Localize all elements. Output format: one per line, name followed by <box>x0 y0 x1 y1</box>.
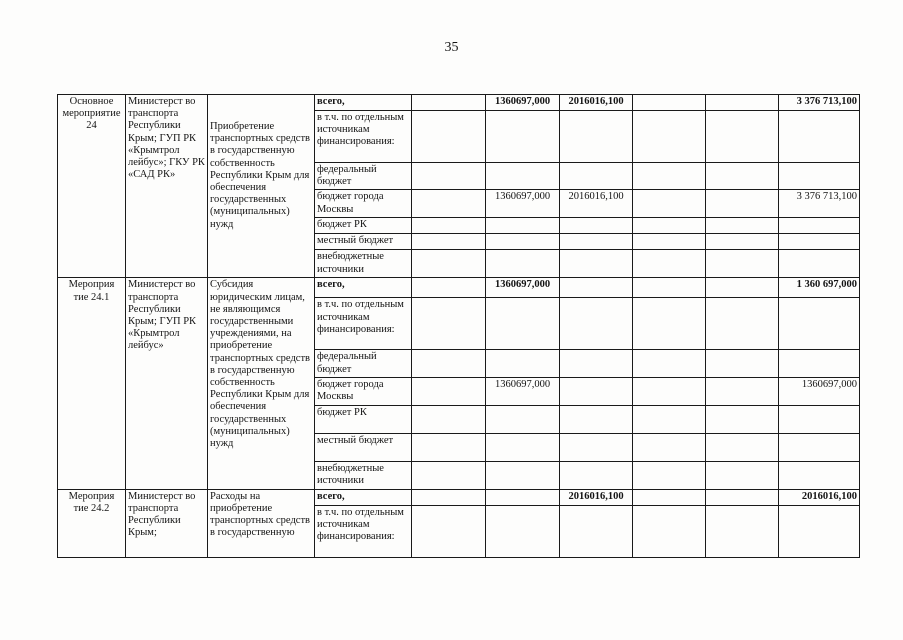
amount-cell <box>486 163 560 190</box>
amount-cell <box>486 298 560 350</box>
funding-source: федеральный бюджет <box>315 350 412 377</box>
funding-source: в т.ч. по отдельным источникам финансирования: <box>315 111 412 163</box>
amount-cell <box>633 190 706 218</box>
amount-cell <box>412 298 486 350</box>
funding-source: бюджет города Москвы <box>315 377 412 405</box>
executor: Министерст во транспорта Республики Крым; <box>126 489 208 557</box>
amount-cell <box>486 505 560 557</box>
total-cell <box>779 433 860 461</box>
total-cell <box>779 505 860 557</box>
amount-cell: 2016016,100 <box>560 190 633 218</box>
amount-cell <box>633 433 706 461</box>
amount-cell <box>706 190 779 218</box>
total-cell: 3 376 713,100 <box>779 95 860 111</box>
funding-source: бюджет РК <box>315 405 412 433</box>
amount-cell <box>633 461 706 489</box>
amount-cell <box>412 95 486 111</box>
amount-cell <box>706 250 779 278</box>
amount-cell <box>560 298 633 350</box>
amount-cell <box>706 95 779 111</box>
amount-cell <box>412 350 486 377</box>
amount-cell <box>486 250 560 278</box>
funding-source: местный бюджет <box>315 433 412 461</box>
amount-cell <box>706 489 779 505</box>
total-cell <box>779 405 860 433</box>
funding-source: всего, <box>315 278 412 298</box>
total-cell <box>779 163 860 190</box>
table-row <box>58 95 860 111</box>
amount-cell <box>412 163 486 190</box>
amount-cell <box>560 433 633 461</box>
amount-cell <box>706 377 779 405</box>
amount-cell <box>633 234 706 250</box>
funding-source: внебюджетные источники <box>315 461 412 489</box>
amount-cell <box>633 278 706 298</box>
amount-cell <box>560 163 633 190</box>
executor: Министерст во транспорта Республики Крым; ГУП РК «Крымтрол лейбус»; ГКУ РК «САД РК» <box>126 95 208 278</box>
amount-cell <box>560 278 633 298</box>
amount-cell <box>633 298 706 350</box>
amount-cell <box>412 190 486 218</box>
amount-cell: 1360697,000 <box>486 377 560 405</box>
amount-cell <box>412 505 486 557</box>
total-cell <box>779 218 860 234</box>
amount-cell <box>412 111 486 163</box>
amount-cell <box>633 218 706 234</box>
amount-cell <box>706 163 779 190</box>
amount-cell <box>412 278 486 298</box>
financing-table <box>57 94 860 558</box>
amount-cell <box>412 433 486 461</box>
amount-cell <box>486 111 560 163</box>
total-cell: 1 360 697,000 <box>779 278 860 298</box>
amount-cell <box>560 350 633 377</box>
amount-cell <box>633 489 706 505</box>
measure-description: Субсидия юридическим лицам, не являющимся государственными учреждениями, на приобретение транспортных средств в государственную собственность Республики Крым для обеспечения государственных (муниципальных) нужд <box>208 278 315 489</box>
amount-cell <box>486 405 560 433</box>
amount-cell <box>486 433 560 461</box>
measure-description: Расходы на приобретение транспортных средств в государственную <box>208 489 315 557</box>
amount-cell <box>706 461 779 489</box>
amount-cell <box>560 218 633 234</box>
amount-cell <box>633 95 706 111</box>
amount-cell: 2016016,100 <box>560 489 633 505</box>
amount-cell <box>560 405 633 433</box>
funding-source: местный бюджет <box>315 234 412 250</box>
amount-cell: 1360697,000 <box>486 190 560 218</box>
amount-cell <box>486 218 560 234</box>
total-cell: 3 376 713,100 <box>779 190 860 218</box>
executor: Министерст во транспорта Республики Крым; ГУП РК «Крымтрол лейбус» <box>126 278 208 489</box>
amount-cell <box>706 111 779 163</box>
amount-cell <box>633 405 706 433</box>
page-number: 35 <box>444 40 459 55</box>
amount-cell <box>560 250 633 278</box>
funding-source: всего, <box>315 489 412 505</box>
amount-cell <box>706 505 779 557</box>
amount-cell <box>560 505 633 557</box>
amount-cell: 1360697,000 <box>486 278 560 298</box>
amount-cell <box>412 234 486 250</box>
amount-cell <box>560 461 633 489</box>
amount-cell <box>706 350 779 377</box>
total-cell <box>779 250 860 278</box>
amount-cell <box>633 111 706 163</box>
amount-cell <box>412 489 486 505</box>
amount-cell <box>560 377 633 405</box>
amount-cell <box>633 163 706 190</box>
funding-source: всего, <box>315 95 412 111</box>
total-cell: 2016016,100 <box>779 489 860 505</box>
amount-cell <box>486 350 560 377</box>
amount-cell <box>486 461 560 489</box>
amount-cell <box>412 405 486 433</box>
amount-cell <box>633 505 706 557</box>
amount-cell: 2016016,100 <box>560 95 633 111</box>
measure-name: Мероприя тие 24.1 <box>58 278 126 489</box>
total-cell <box>779 234 860 250</box>
table-row <box>58 278 860 298</box>
amount-cell <box>706 278 779 298</box>
amount-cell <box>486 234 560 250</box>
measure-name: Мероприя тие 24.2 <box>58 489 126 557</box>
amount-cell <box>633 377 706 405</box>
measure-name: Основное мероприятие 24 <box>58 95 126 278</box>
amount-cell <box>412 218 486 234</box>
amount-cell <box>412 377 486 405</box>
amount-cell <box>412 250 486 278</box>
total-cell <box>779 298 860 350</box>
table-row <box>58 489 860 505</box>
amount-cell <box>633 350 706 377</box>
amount-cell <box>706 405 779 433</box>
funding-source: внебюджетные источники <box>315 250 412 278</box>
funding-source: в т.ч. по отдельным источникам финансирования: <box>315 298 412 350</box>
funding-source: бюджет города Москвы <box>315 190 412 218</box>
funding-source: бюджет РК <box>315 218 412 234</box>
total-cell <box>779 461 860 489</box>
funding-source: в т.ч. по отдельным источникам финансирования: <box>315 505 412 557</box>
measure-description: Приобретение транспортных средств в государственную собственность Республики Крым для обеспечения государственных (муниципальных) нужд <box>208 95 315 278</box>
amount-cell <box>560 111 633 163</box>
total-cell <box>779 350 860 377</box>
amount-cell <box>706 433 779 461</box>
amount-cell <box>706 234 779 250</box>
amount-cell <box>706 218 779 234</box>
total-cell <box>779 111 860 163</box>
amount-cell <box>560 234 633 250</box>
amount-cell <box>706 298 779 350</box>
total-cell: 1360697,000 <box>779 377 860 405</box>
amount-cell <box>412 461 486 489</box>
funding-source: федеральный бюджет <box>315 163 412 190</box>
amount-cell <box>486 489 560 505</box>
amount-cell: 1360697,000 <box>486 95 560 111</box>
amount-cell <box>633 250 706 278</box>
